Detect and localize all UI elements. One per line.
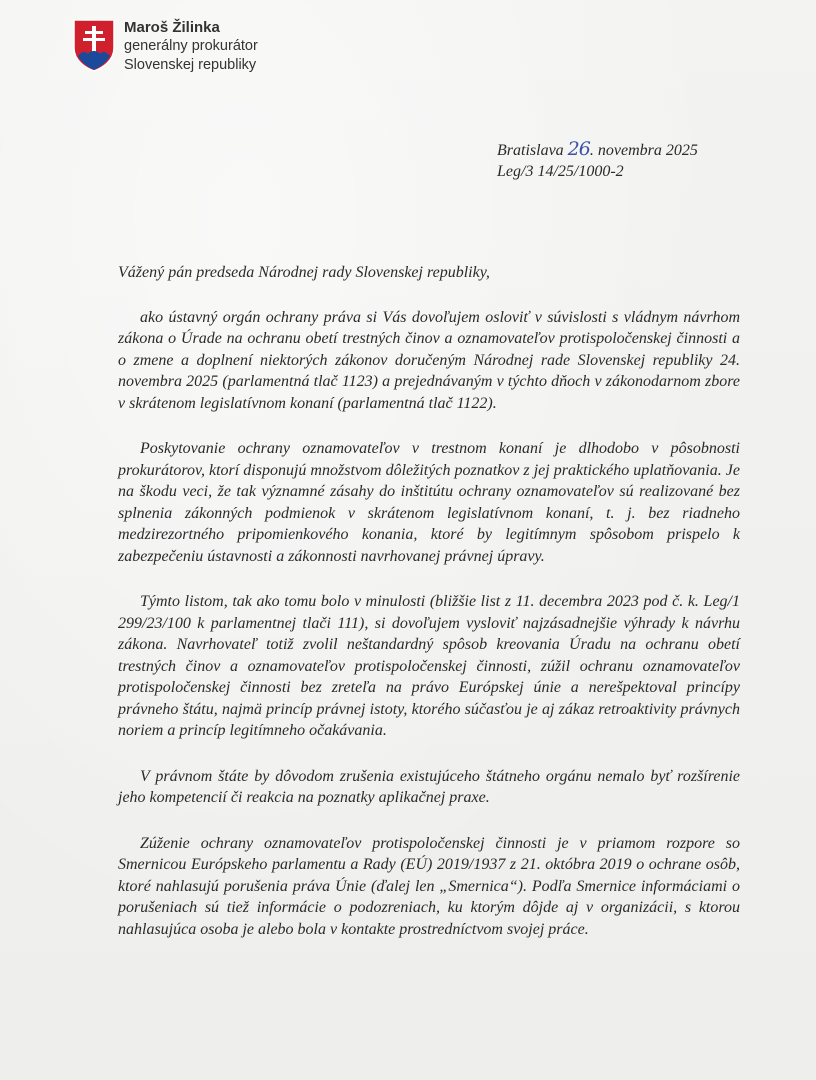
slovak-coat-of-arms-icon	[72, 18, 116, 72]
reference-number: Leg/3 14/25/1000-2	[497, 163, 624, 180]
salutation: Vážený pán predseda Národnej rady Slovenskej republiky,	[118, 264, 490, 281]
paragraph: Týmto listom, tak ako tomu bolo v minulosti (bližšie list z 11. decembra 2023 pod č. k. Leg/1 299/23/100 k parlamentnej tlači 111), si dovoľujem vysloviť najzásadnejšie výhrady k návrhu zákona. Navrhovateľ totiž zvolil neštandardný spôsob kreovania Úradu na ochranu obetí trestných činov a oznamovateľov protispoločenskej činnosti, zúžil ochranu oznamovateľov protispoločenskej činnosti bez zreteľa na právo Európskej únie a nerešpektoval princípy právneho štátu, najmä princíp právnej istoty, ktorého súčasťou je aj zákaz retroaktivity právnych noriem a princíp legitímneho očakávania.	[118, 593, 740, 739]
date-month-year: . novembra 2025	[589, 142, 698, 159]
date-line	[497, 139, 698, 161]
letterhead	[72, 18, 258, 75]
letter-body	[118, 262, 740, 964]
sender-name: Maroš Žilinka	[124, 19, 220, 36]
paragraph: ako ústavný orgán ochrany práva si Vás dovoľujem osloviť v súvislosti s vládnym návrhom zákona o Úrade na ochranu obetí trestných činov a oznamovateľov protispoločenskej činnosti a o zmene a doplnení niektorých zákonov doručeným Národnej rade Slovenskej republiky 24. novembra 2025 (parlamentná tlač 1123) a prejednávaným v týchto dňoch v zákonodarnom zbore v skrátenom legislatívnom konaní (parlamentná tlač 1122).	[118, 308, 740, 412]
paragraph: Poskytovanie ochrany oznamovateľov v trestnom konaní je dlhodobo v pôsobnosti prokurátorov, ktorí disponujú množstvom dôležitých poznatkov z jej praktického uplatňovania. Je na škodu veci, že tak významné zásahy do inštitútu ochrany oznamovateľov sú realizované bez splnenia zákonných podmienok v skrátenom legislatívnom konaní, t. j. bez riadneho medzirezortného pripomienkového konania, ktoré by legitímnym spôsobom prispelo k zabezpečeniu ústavnosti a zákonnosti navrhovanej právnej úpravy.	[118, 440, 740, 565]
sender-institution: Slovenskej republiky	[124, 57, 257, 73]
date-place: Bratislava	[497, 142, 564, 159]
sender-block	[124, 18, 258, 75]
handwritten-day: 26	[567, 138, 590, 160]
date-block	[497, 139, 698, 182]
paragraph: V právnom štáte by dôvodom zrušenia existujúceho štátneho orgánu nemalo byť rozšírenie jeho kompetencií či reakcia na poznatky aplikačnej praxe.	[118, 767, 740, 806]
paragraph: Zúženie ochrany oznamovateľov protispoločenskej činnosti je v priamom rozpore so Smernicou Európskeho parlamentu a Rady (EÚ) 2019/1937 z 21. októbra 2019 o ochrane osôb, ktoré nahlasujú porušenia práva Únie (ďalej len „Smernica“). Podľa Smernice informáciami o porušeniach sú tiež informácie o podozreniach, ku ktorým dôjde aj v organizácii, s ktorou nahlasujúca osoba je alebo bola v kontakte prostredníctvom svojej práce.	[118, 834, 740, 938]
sender-title: generálny prokurátor	[124, 38, 258, 54]
